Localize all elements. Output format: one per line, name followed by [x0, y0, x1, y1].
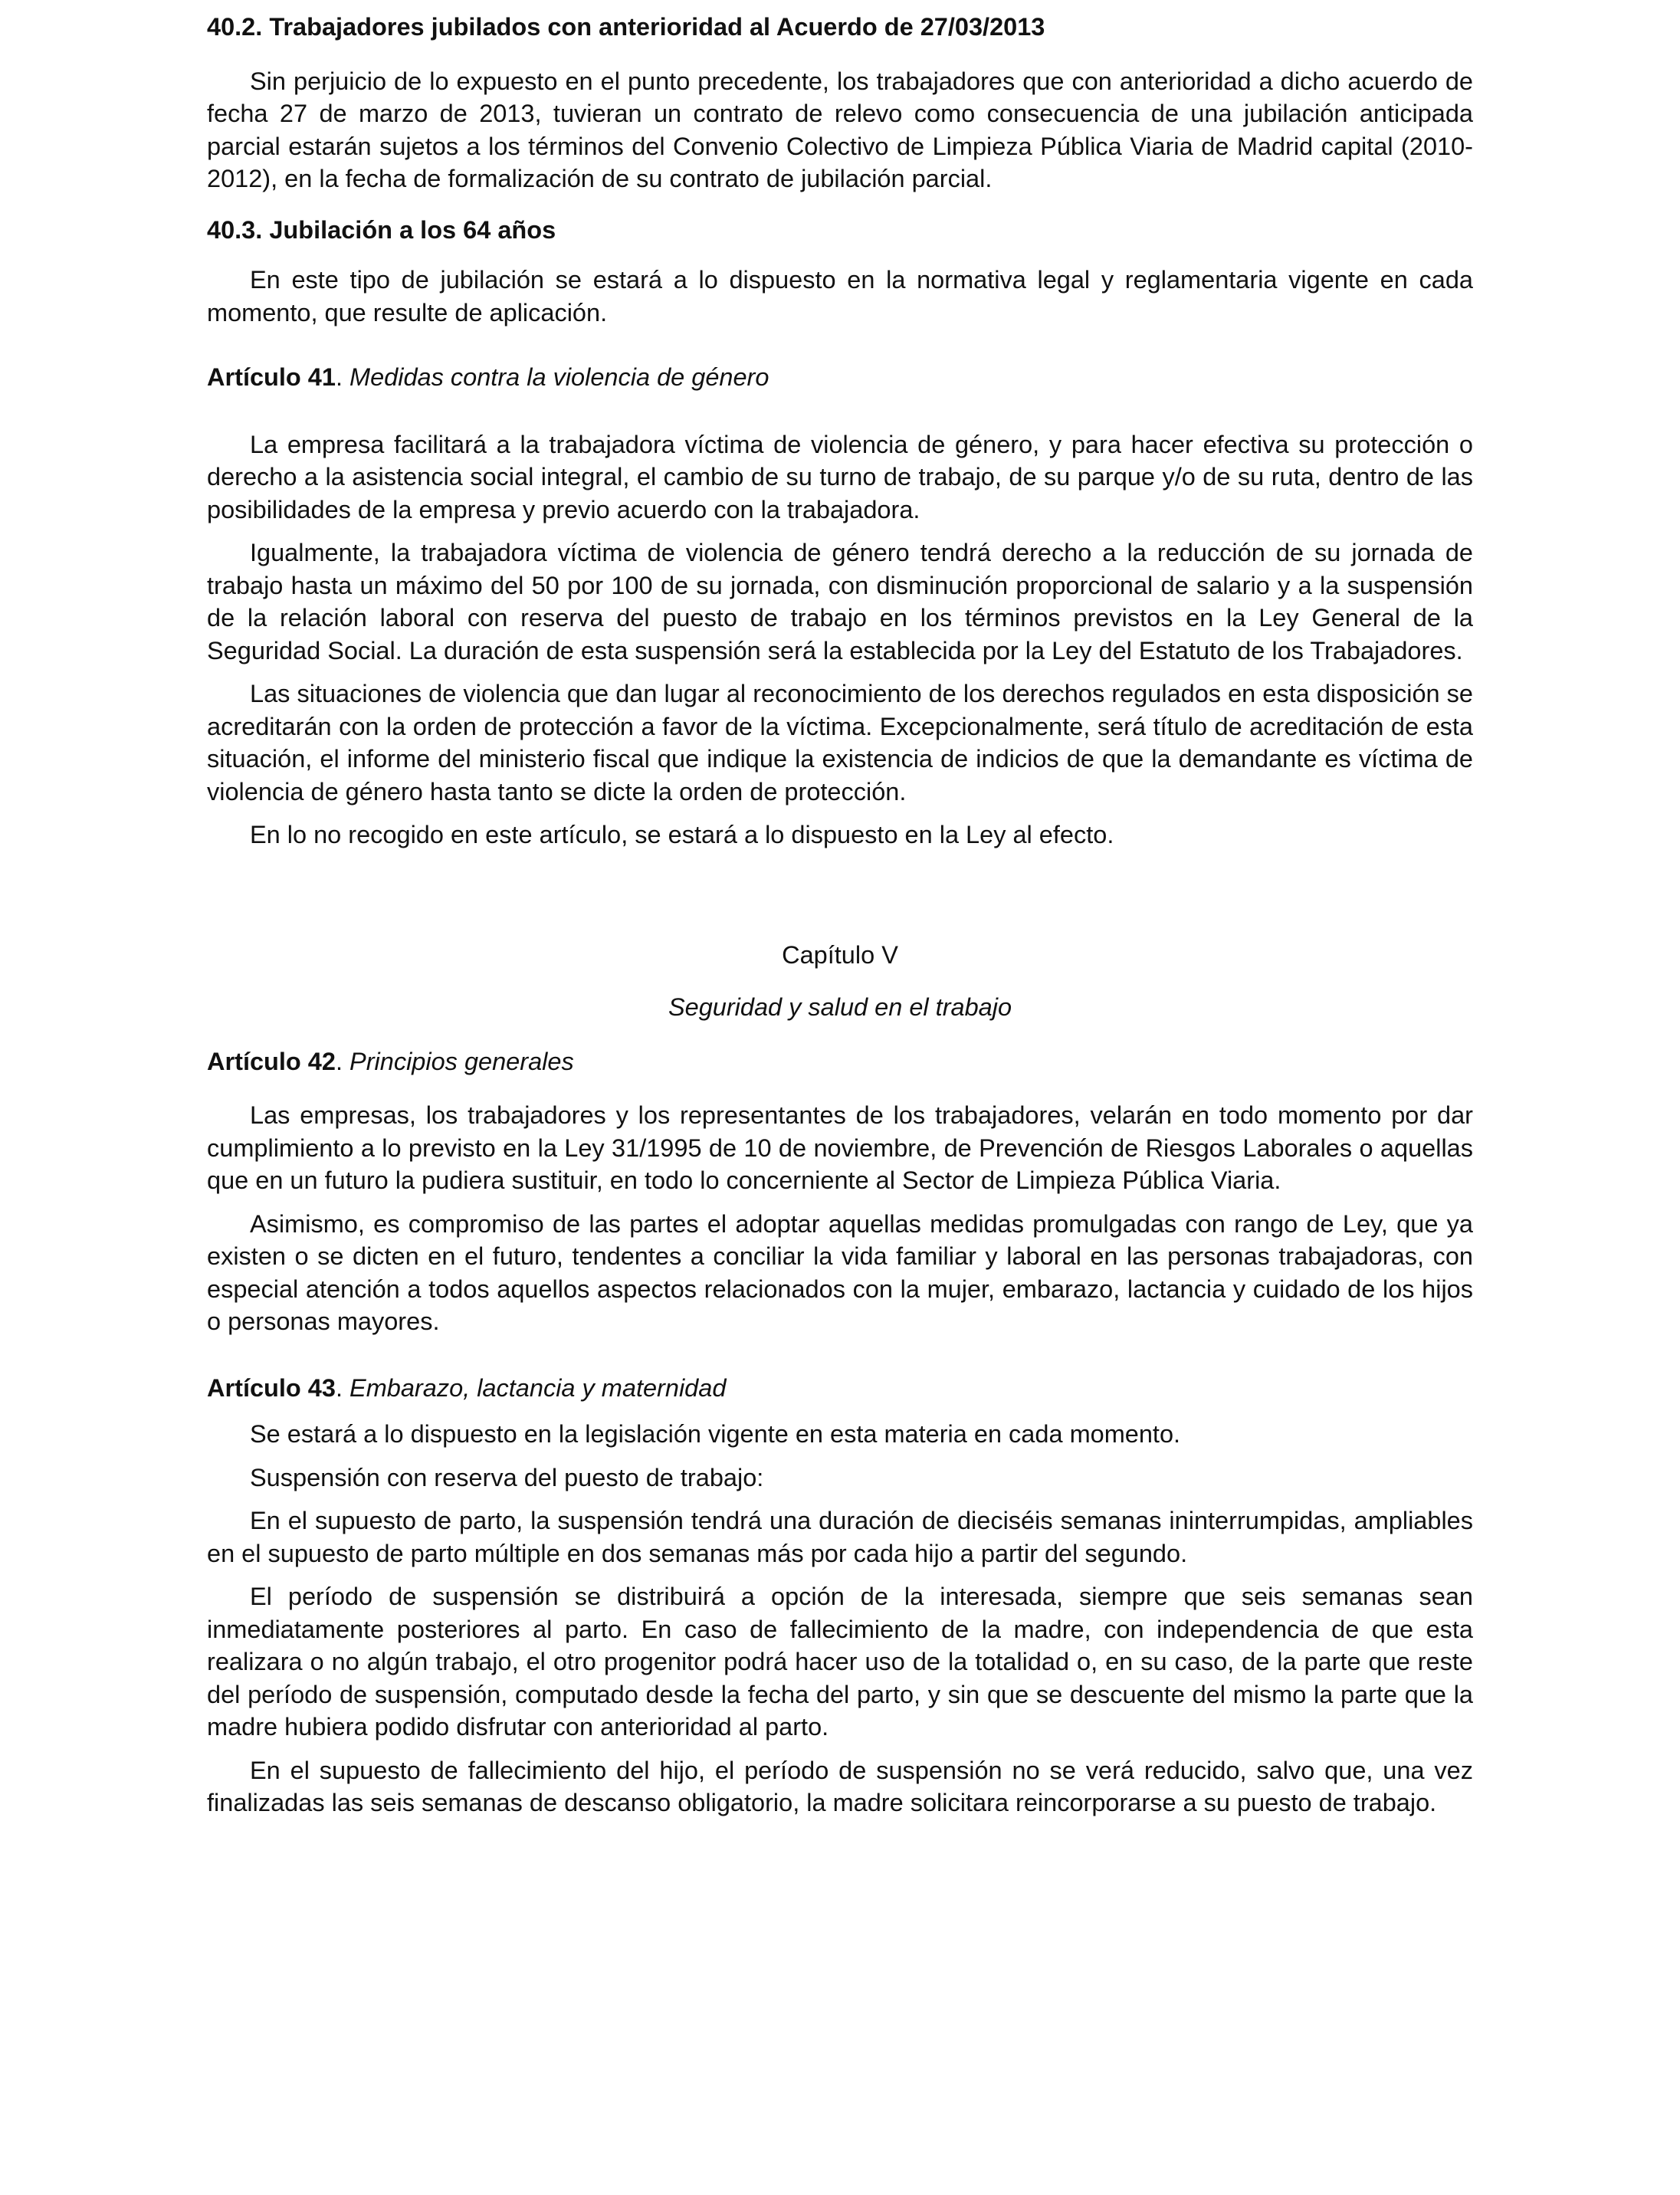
article-separator: .	[335, 1047, 343, 1075]
paragraph: El período de suspensión se distribuirá a opción de la interesada, siempre que seis semanas sean inmediatamente posteriores al parto. En caso de fallecimiento de la madre, con independencia de que esta realizara o no algún trabajo, el otro progenitor podrá hacer uso de la totalidad o, en su caso, de la parte que reste del período de suspensión, computado desde la fecha del parto, y sin que se descuente del mismo la parte que la madre hubiera podido disfrutar con anterioridad al parto.	[207, 1583, 1473, 1741]
paragraph: La empresa facilitará a la trabajadora víctima de violencia de género, y para hacer efectiva su protección o derecho a la asistencia social integral, el cambio de su turno de trabajo, de su parque y/o de su ruta, dentro de las posibilidades de la empresa y previo acuerdo con la trabajadora.	[207, 430, 1473, 523]
paragraph: Las situaciones de violencia que dan lugar al reconocimiento de los derechos regulados en esta disposición se acreditarán con la orden de protección a favor de la víctima. Excepcionalmente, será título de acreditación de esta situación, el informe del ministerio fiscal que indique la existencia de indicios de que la demandante es víctima de violencia de género hasta tanto se dicte la orden de protección.	[207, 680, 1473, 805]
paragraph: Sin perjuicio de lo expuesto en el punto precedente, los trabajadores que con anterioridad a dicho acuerdo de fecha 27 de marzo de 2013, tuvieran un contrato de relevo como consecuencia de una jubilación anticipada parcial estarán sujetos a los términos del Convenio Colectivo de Limpieza Pública Viaria de Madrid capital (2010-2012), en la fecha de formalización de su contrato de jubilación parcial.	[207, 67, 1473, 192]
article-heading-41	[207, 361, 1473, 394]
paragraph: En lo no recogido en este artículo, se estará a lo dispuesto en la Ley al efecto.	[250, 821, 1114, 848]
article-separator: .	[335, 1373, 343, 1402]
paragraph: En este tipo de jubilación se estará a lo dispuesto en la normativa legal y reglamentaria vigente en cada momento, que resulte de aplicación.	[207, 266, 1473, 326]
paragraph: En el supuesto de fallecimiento del hijo, el período de suspensión no se verá reducido, salvo que, una vez finalizadas las seis semanas de descanso obligatorio, la madre solicitara reincorporarse a su puesto de trabajo.	[207, 1756, 1473, 1816]
article-label: Artículo 41	[207, 363, 336, 391]
section-heading-40-3-text: 40.3. Jubilación a los 64 años	[207, 215, 556, 244]
article-label: Artículo 42	[207, 1047, 336, 1075]
paragraph: Asimismo, es compromiso de las partes el adoptar aquellas medidas promulgadas con rango de Ley, que ya existen o se dicten en el futuro, tendentes a conciliar la vida familiar y laboral en las personas trabajadoras, con especial atención a todos aquellos aspectos relacionados con la mujer, embarazo, lactancia y cuidado de los hijos o personas mayores.	[207, 1209, 1473, 1335]
paragraph: Se estará a lo dispuesto en la legislación vigente en esta materia en cada momento.	[250, 1420, 1181, 1448]
article-title: Medidas contra la violencia de género	[349, 363, 769, 391]
article-heading-42	[207, 1045, 1473, 1078]
document-page	[207, 11, 1473, 1819]
chapter-title: Capítulo V	[782, 940, 898, 969]
article-title: Embarazo, lactancia y maternidad	[349, 1373, 727, 1402]
paragraph: Las empresas, los trabajadores y los representantes de los trabajadores, velarán en todo momento por dar cumplimiento a lo previsto en la Ley 31/1995 de 10 de noviembre, de Prevención de Riesgos Laborales o aquellas que en un futuro la pudiera sustituir, en todo lo concerniente al Sector de Limpieza Pública Viaria.	[207, 1101, 1473, 1194]
article-label: Artículo 43	[207, 1373, 336, 1402]
chapter-subtitle: Seguridad y salud en el trabajo	[668, 993, 1012, 1021]
section-heading-40-3	[207, 214, 1473, 247]
paragraph: Igualmente, la trabajadora víctima de violencia de género tendrá derecho a la reducción de su jornada de trabajo hasta un máximo del 50 por 100 de su jornada, con disminución proporcional de salario y a la suspensión de la relación laboral con reserva del puesto de trabajo en los términos previstos en la Ley General de la Seguridad Social. La duración de esta suspensión será la establecida por la Ley del Estatuto de los Trabajadores.	[207, 539, 1473, 664]
section-heading-40-2	[207, 11, 1473, 44]
article-title: Principios generales	[349, 1047, 574, 1075]
section-heading-40-2-text: 40.2. Trabajadores jubilados con anterioridad al Acuerdo de 27/03/2013	[207, 13, 1045, 41]
paragraph: Suspensión con reserva del puesto de trabajo:	[250, 1463, 764, 1491]
article-heading-43	[207, 1372, 1473, 1405]
paragraph: En el supuesto de parto, la suspensión tendrá una duración de dieciséis semanas ininterrumpidas, ampliables en el supuesto de parto múltiple en dos semanas más por cada hijo a partir del segundo.	[207, 1507, 1473, 1567]
article-separator: .	[335, 363, 343, 391]
